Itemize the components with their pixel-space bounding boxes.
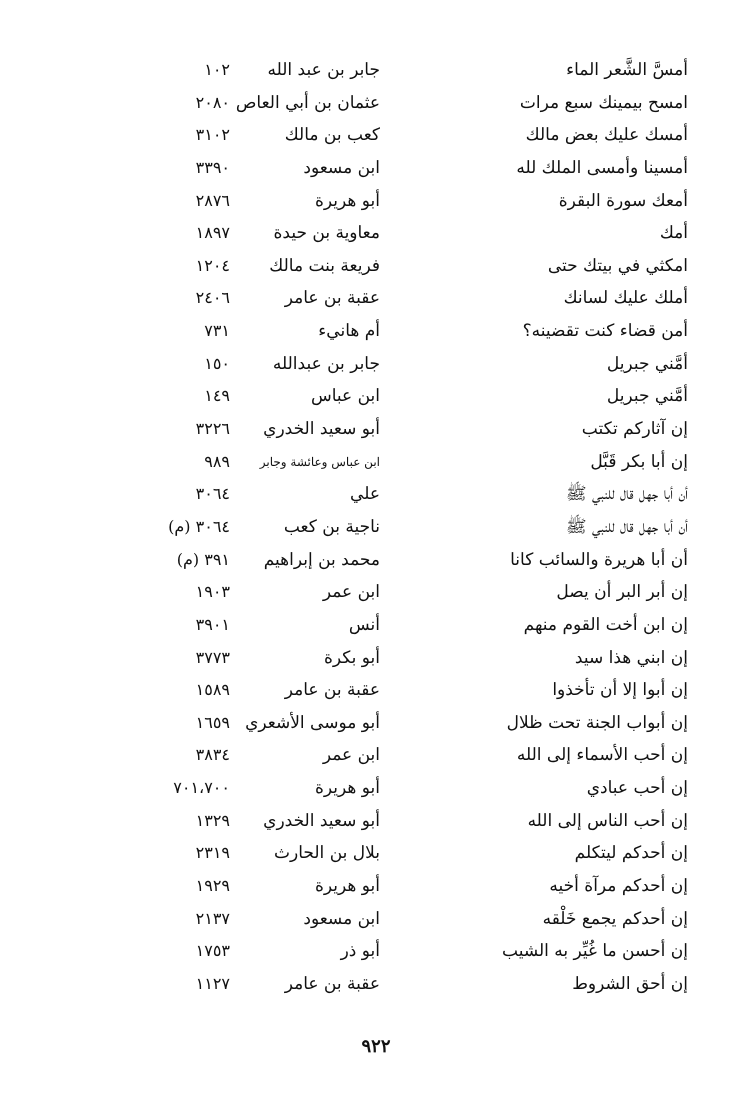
narrator-name: أبو هريرة bbox=[314, 876, 380, 897]
hadith-number: ١٥٨٩ bbox=[195, 680, 230, 700]
narrator-name: ابن عمر bbox=[322, 582, 380, 603]
hadith-text: إن أبر البر أن يصل bbox=[556, 582, 688, 603]
hadith-number: ١٧٥٣ bbox=[195, 941, 230, 961]
narrator-name: معاوية بن حيدة bbox=[273, 223, 380, 244]
hadith-text: إن ابني هذا سيد bbox=[574, 647, 688, 668]
hadith-number: ١٢٠٤ bbox=[195, 255, 230, 275]
hadith-number: ٣٧٧٣ bbox=[195, 647, 230, 667]
narrator-name: فريعة بنت مالك bbox=[269, 255, 380, 276]
narrator-name: محمد بن إبراهيم bbox=[263, 549, 380, 570]
hadith-number: ١٦٥٩ bbox=[195, 712, 230, 732]
index-row bbox=[0, 903, 752, 936]
hadith-number: ٣٢٢٦ bbox=[195, 419, 230, 439]
index-row bbox=[0, 707, 752, 740]
index-row bbox=[0, 935, 752, 968]
index-row bbox=[0, 446, 752, 479]
hadith-text: إن أحب الناس إلى الله bbox=[527, 810, 688, 831]
narrator-name: ابن مسعود bbox=[303, 157, 380, 178]
hadith-text: أمسينا وأمسى الملك لله bbox=[516, 157, 688, 178]
narrator-name: ابن عمر bbox=[322, 745, 380, 766]
hadith-text: أملك عليك لسانك bbox=[563, 288, 688, 309]
hadith-text: امسح بيمينك سبع مرات bbox=[519, 92, 688, 113]
narrator-name: أنس bbox=[348, 614, 380, 635]
hadith-text: إن أحسن ما غُيِّر به الشيب bbox=[502, 941, 688, 962]
narrator-name: أبو هريرة bbox=[314, 778, 380, 799]
hadith-text: إن أحب عبادي bbox=[586, 778, 688, 799]
hadith-number: ٢٠٨٠ bbox=[195, 92, 230, 112]
hadith-number: ٣٩٠١ bbox=[195, 614, 230, 634]
hadith-number: ٣٨٣٤ bbox=[195, 745, 230, 765]
index-row bbox=[0, 576, 752, 609]
narrator-name: أبو سعيد الخدري bbox=[263, 810, 380, 831]
hadith-text: امكثي في بيتك حتى bbox=[547, 255, 688, 276]
hadith-number: ١١٢٧ bbox=[195, 973, 230, 993]
index-row bbox=[0, 642, 752, 675]
index-row bbox=[0, 609, 752, 642]
narrator-name: ناجية بن كعب bbox=[283, 516, 380, 537]
index-row bbox=[0, 837, 752, 870]
hadith-text: إن أحدكم يجمع خَلْقه bbox=[542, 908, 688, 929]
hadith-text: إن أحق الشروط bbox=[572, 973, 688, 994]
narrator-name: أم هانيء bbox=[318, 321, 380, 342]
index-row bbox=[0, 315, 752, 348]
narrator-name: عقبة بن عامر bbox=[284, 680, 380, 701]
narrator-name: عقبة بن عامر bbox=[284, 973, 380, 994]
hadith-number: ١٥٠ bbox=[204, 353, 230, 373]
index-row bbox=[0, 674, 752, 707]
narrator-name: جابر بن عبدالله bbox=[272, 353, 380, 374]
hadith-text: إن أبوا إلا أن تأخذوا bbox=[552, 680, 688, 701]
index-row bbox=[0, 87, 752, 120]
narrator-name: ابن مسعود bbox=[303, 908, 380, 929]
narrator-name: بلال بن الحارث bbox=[274, 843, 380, 864]
hadith-number: ٧٠١،٧٠٠ bbox=[173, 778, 230, 798]
hadith-number: ٣١٠٢ bbox=[195, 125, 230, 145]
hadith-text: أمعك سورة البقرة bbox=[558, 190, 688, 211]
hadith-text: إن أبواب الجنة تحت ظلال bbox=[506, 712, 688, 733]
hadith-number: ٣٠٦٤ bbox=[195, 484, 230, 504]
narrator-name: أبو سعيد الخدري bbox=[263, 419, 380, 440]
narrator-name: ابن عباس bbox=[310, 386, 380, 407]
hadith-text: إن ابن أخت القوم منهم bbox=[523, 614, 688, 635]
index-row bbox=[0, 54, 752, 87]
index-row bbox=[0, 968, 752, 1001]
index-row bbox=[0, 870, 752, 903]
hadith-number: ١٣٢٩ bbox=[195, 810, 230, 830]
page-number: ٩٢٢ bbox=[361, 1036, 391, 1057]
hadith-text: أمَّني جبريل bbox=[606, 386, 688, 407]
hadith-text: إن آثاركم تكتب bbox=[581, 419, 688, 440]
index-row bbox=[0, 380, 752, 413]
hadith-text: أن أبا جهل قال للنبي ﷺ bbox=[566, 516, 688, 537]
hadith-number: ١٩٢٩ bbox=[195, 876, 230, 896]
index-row bbox=[0, 511, 752, 544]
narrator-name: ابن عباس وعائشة وجابر bbox=[259, 454, 380, 469]
index-row bbox=[0, 478, 752, 511]
narrator-name: أبو موسى الأشعري bbox=[245, 712, 380, 733]
index-row bbox=[0, 348, 752, 381]
hadith-text: أمسك عليك بعض مالك bbox=[525, 125, 688, 146]
index-row bbox=[0, 282, 752, 315]
hadith-number: ١٤٩ bbox=[204, 386, 230, 406]
index-row bbox=[0, 152, 752, 185]
index-row bbox=[0, 739, 752, 772]
hadith-number: ٣٠٦٤ (م) bbox=[168, 516, 230, 536]
hadith-number: ٩٨٩ bbox=[204, 451, 230, 471]
hadith-text: إن أحدكم ليتكلم bbox=[574, 843, 688, 864]
hadith-text: أن أبا هريرة والسائب كانا bbox=[510, 549, 688, 570]
hadith-number: ١٠٢ bbox=[204, 60, 230, 79]
narrator-name: علي bbox=[350, 484, 380, 505]
hadith-index-table bbox=[0, 54, 752, 1001]
hadith-number: ٢٣١٩ bbox=[195, 843, 230, 863]
hadith-text: إن أبا بكر قَبَّل bbox=[590, 451, 688, 472]
index-row bbox=[0, 805, 752, 838]
narrator-name: كعب بن مالك bbox=[284, 125, 380, 146]
hadith-number: ٣٩١ (م) bbox=[176, 549, 230, 569]
narrator-name: أبو ذر bbox=[340, 941, 380, 962]
hadith-number: ٢٨٧٦ bbox=[195, 190, 230, 210]
narrator-name: أبو هريرة bbox=[314, 190, 380, 211]
index-row bbox=[0, 772, 752, 805]
hadith-text: أمن قضاء كنت تقضينه؟ bbox=[522, 321, 688, 342]
hadith-text: أن أبا جهل قال للنبي ﷺ bbox=[566, 484, 688, 505]
hadith-number: ٧٣١ bbox=[204, 321, 230, 341]
narrator-name: جابر بن عبد الله bbox=[267, 60, 380, 80]
hadith-text: أمسَّ الشَّعر الماء bbox=[566, 60, 688, 80]
hadith-text: إن أحب الأسماء إلى الله bbox=[516, 745, 688, 766]
hadith-number: ٢١٣٧ bbox=[195, 908, 230, 928]
narrator-name: أبو بكرة bbox=[323, 647, 380, 668]
index-row bbox=[0, 413, 752, 446]
index-row bbox=[0, 119, 752, 152]
hadith-number: ٣٣٩٠ bbox=[195, 157, 230, 177]
hadith-number: ١٩٠٣ bbox=[195, 582, 230, 602]
index-row bbox=[0, 185, 752, 218]
index-row bbox=[0, 544, 752, 577]
hadith-number: ١٨٩٧ bbox=[195, 223, 230, 243]
index-row bbox=[0, 217, 752, 250]
index-row bbox=[0, 250, 752, 283]
hadith-text: إن أحدكم مرآة أخيه bbox=[549, 876, 688, 897]
hadith-text: أمَّني جبريل bbox=[606, 353, 688, 374]
hadith-text: أمك bbox=[659, 223, 688, 244]
narrator-name: عقبة بن عامر bbox=[284, 288, 380, 309]
narrator-name: عثمان بن أبي العاص bbox=[235, 92, 380, 113]
hadith-number: ٢٤٠٦ bbox=[195, 288, 230, 308]
